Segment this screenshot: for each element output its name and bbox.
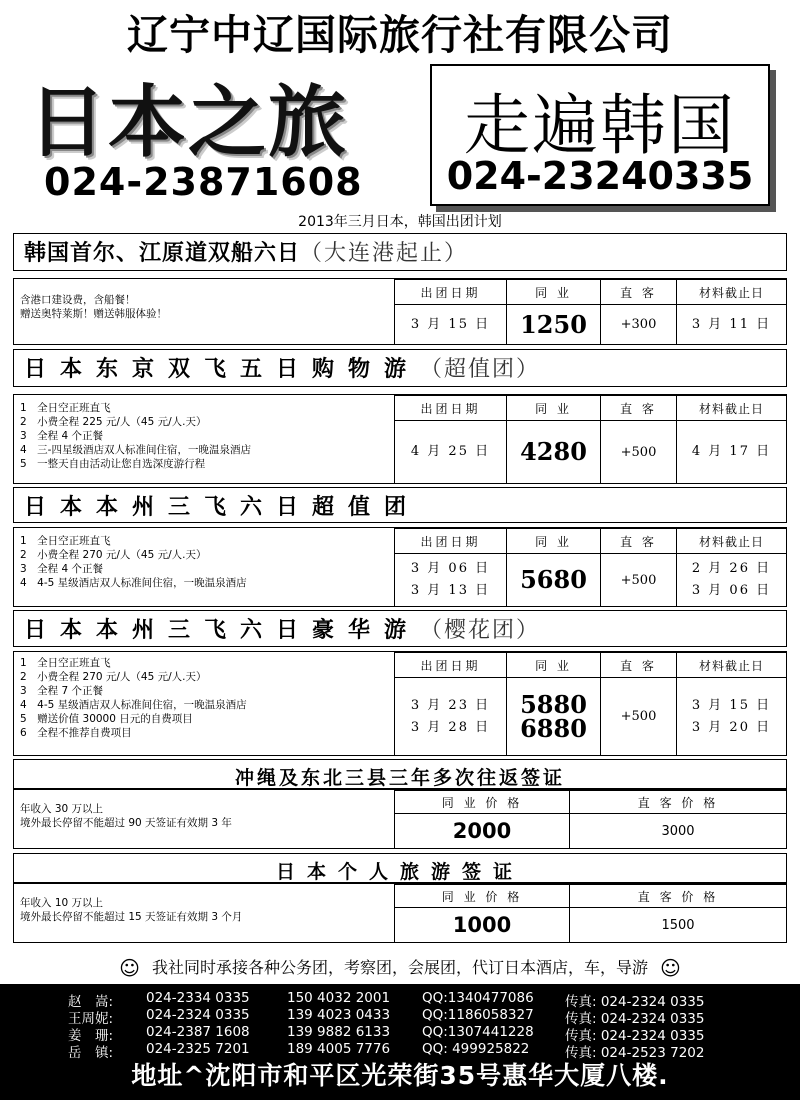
note: 赠送奥特莱斯！赠送韩服体验！	[20, 308, 167, 320]
address: 地址^沈阳市和平区光荣街35号惠华大厦八楼.	[131, 1061, 669, 1090]
tagline-text: 我社同时承接各种公务团，考察团，会展团，代订日本酒店，车，导游	[151, 958, 648, 977]
peer-price: 4280	[506, 420, 601, 484]
note: 2 小费全程 270 元/人（45 元/人.天）	[20, 671, 207, 683]
visa-section	[13, 789, 787, 849]
tour-section	[13, 527, 787, 607]
note: 4 4-5 星级酒店双人标准间住宿，一晚温泉酒店	[20, 577, 247, 589]
note: 年收入 10 万以上	[20, 897, 104, 909]
contact-mobile: 150 4032 2001	[287, 990, 391, 1006]
peer-prices	[506, 677, 601, 756]
korea-tour-title: 走遍韩国	[464, 87, 736, 164]
contact-fax: 传真: 024-2324 0335	[565, 1011, 705, 1027]
col-direct: 直 客	[600, 279, 677, 305]
visa-peer-label: 同 业 价 格	[394, 790, 570, 814]
note: 4 三-四星级酒店双人标准间住宿，一晚温泉酒店	[20, 444, 251, 456]
col-deadline: 材料截止日	[676, 652, 787, 678]
col-deadline: 材料截止日	[676, 528, 787, 554]
contact-qq: QQ:1340477086	[422, 990, 534, 1006]
deadline: 3 月 06 日	[691, 583, 772, 598]
korea-phone: 024-23240335	[446, 154, 754, 198]
visa-peer-label: 同 业 价 格	[394, 884, 570, 908]
visa-title-bar	[13, 759, 787, 789]
deadlines	[676, 553, 787, 607]
contact-name: 赵 嵩:	[68, 994, 114, 1010]
note: 3 全程 4 个正餐	[20, 430, 104, 442]
tour-notes	[20, 656, 247, 740]
tour-title: 日本东京双飞五日购物游（超值团）	[24, 356, 541, 382]
tour-notes	[20, 293, 167, 321]
departure-date: 3 月 13 日	[410, 583, 491, 598]
contact-qq: QQ:1307441228	[422, 1024, 534, 1040]
col-date: 出团日期	[394, 652, 507, 678]
col-deadline: 材料截止日	[676, 395, 787, 421]
tour-title: 日本本州三飞六日超值团	[24, 494, 421, 520]
col-date: 出团日期	[394, 528, 507, 554]
tagline	[0, 955, 800, 980]
tour-notes	[20, 401, 251, 471]
contact-phone: 024-2334 0335	[146, 990, 250, 1006]
col-peer: 同 业	[506, 279, 601, 305]
visa-section	[13, 883, 787, 943]
deadline: 3 月 15 日	[691, 697, 772, 713]
contact-qq: QQ: 499925822	[422, 1041, 530, 1057]
contact-fax: 传真: 024-2324 0335	[565, 1028, 705, 1044]
departure-date: 3 月 15 日	[394, 304, 507, 345]
tour-title: 韩国首尔、江原道双船六日（大连港起止）	[24, 240, 469, 266]
col-date: 出团日期	[394, 279, 507, 305]
departure-date: 3 月 23 日	[410, 697, 491, 713]
deadlines	[676, 677, 787, 756]
col-direct: 直 客	[600, 652, 677, 678]
departure-dates	[394, 553, 507, 607]
col-direct: 直 客	[600, 528, 677, 554]
visa-notes	[20, 802, 232, 830]
visa-peer-price: 1000	[394, 907, 570, 943]
direct-price: +500	[600, 553, 677, 607]
note: 1 全日空正班直飞	[20, 657, 111, 669]
tour-section	[13, 651, 787, 756]
visa-peer-price: 2000	[394, 813, 570, 849]
note: 2 小费全程 225 元/人（45 元/人.天）	[20, 416, 207, 428]
contact-phone: 024-2325 7201	[146, 1041, 250, 1057]
tour-section	[13, 394, 787, 484]
contact-qq: QQ:1186058327	[422, 1007, 534, 1023]
visa-notes	[20, 896, 242, 924]
col-date: 出团日期	[394, 395, 507, 421]
visa-title: 日本个人旅游签证	[275, 861, 524, 883]
peer-price: 6880	[520, 713, 587, 743]
deadline: 3 月 20 日	[691, 719, 772, 735]
departure-dates	[394, 677, 507, 756]
note: 3 全程 7 个正餐	[20, 685, 104, 697]
direct-price: +300	[600, 304, 677, 345]
contact-phone: 024-2387 1608	[146, 1024, 250, 1040]
tour-title-bar	[13, 349, 787, 387]
contact-name: 岳 镇:	[68, 1045, 114, 1061]
contact-name: 王周妮:	[68, 1011, 114, 1027]
japan-phone: 024-23871608	[44, 160, 363, 204]
contact-name: 姜 珊:	[68, 1028, 114, 1044]
visa-direct-price: 1500	[569, 907, 787, 943]
smiley-icon: ☺	[119, 956, 140, 980]
visa-direct-price: 3000	[569, 813, 787, 849]
peer-price: 5680	[506, 553, 601, 607]
note: 2 小费全程 270 元/人（45 元/人.天）	[20, 549, 207, 561]
tour-title-bar	[13, 487, 787, 523]
deadline: 2 月 26 日	[691, 561, 772, 576]
note: 3 全程 4 个正餐	[20, 563, 104, 575]
contact-mobile: 189 4005 7776	[287, 1041, 391, 1057]
plan-title: 2013年三月日本，韩国出团计划	[298, 214, 502, 230]
col-deadline: 材料截止日	[676, 279, 787, 305]
deadline: 4 月 17 日	[676, 420, 787, 484]
col-peer: 同 业	[506, 528, 601, 554]
tour-title-bar	[13, 610, 787, 647]
departure-date: 3 月 28 日	[410, 719, 491, 735]
peer-price: 5880	[520, 689, 587, 719]
visa-title: 冲绳及东北三县三年多次往返签证	[234, 767, 565, 789]
visa-title-bar	[13, 853, 787, 883]
direct-price: +500	[600, 420, 677, 484]
tour-section	[13, 278, 787, 345]
contact-fax: 传真: 024-2324 0335	[565, 994, 705, 1010]
note: 境外最长停留不能超过 15 天签证有效期 3 个月	[20, 911, 243, 923]
korea-box	[430, 64, 770, 206]
departure-date: 3 月 06 日	[410, 561, 491, 576]
smiley-icon: ☺	[660, 956, 681, 980]
note: 4 4-5 星级酒店双人标准间住宿，一晚温泉酒店	[20, 699, 247, 711]
note: 含港口建设费，含船餐！	[20, 294, 136, 306]
company-name: 辽宁中辽国际旅行社有限公司	[127, 11, 673, 59]
note: 5 一整天自由活动让您自选深度游行程	[20, 458, 206, 470]
contact-phone: 024-2324 0335	[146, 1007, 250, 1023]
note: 境外最长停留不能超过 90 天签证有效期 3 年	[20, 817, 232, 829]
contact-mobile: 139 9882 6133	[287, 1024, 391, 1040]
japan-tour-title: 日本之旅	[28, 77, 349, 168]
contact-mobile: 139 4023 0433	[287, 1007, 391, 1023]
deadline: 3 月 11 日	[676, 304, 787, 345]
tour-title: 日本本州三飞六日豪华游（樱花团）	[24, 617, 541, 643]
contact-fax: 传真: 024-2523 7202	[565, 1045, 705, 1061]
contact-footer	[0, 984, 800, 1100]
note: 1 全日空正班直飞	[20, 402, 111, 414]
tour-notes	[20, 534, 247, 590]
visa-direct-label: 直 客 价 格	[569, 790, 787, 814]
tour-title-bar	[13, 233, 787, 271]
col-direct: 直 客	[600, 395, 677, 421]
note: 年收入 30 万以上	[20, 803, 104, 815]
col-peer: 同 业	[506, 395, 601, 421]
peer-price: 1250	[506, 304, 601, 345]
note: 1 全日空正班直飞	[20, 535, 111, 547]
col-peer: 同 业	[506, 652, 601, 678]
note: 6 全程不推荐自费项目	[20, 727, 132, 739]
direct-price: +500	[600, 677, 677, 756]
departure-date: 4 月 25 日	[394, 420, 507, 484]
note: 5 赠送价值 30000 日元的自费项目	[20, 713, 193, 725]
visa-direct-label: 直 客 价 格	[569, 884, 787, 908]
